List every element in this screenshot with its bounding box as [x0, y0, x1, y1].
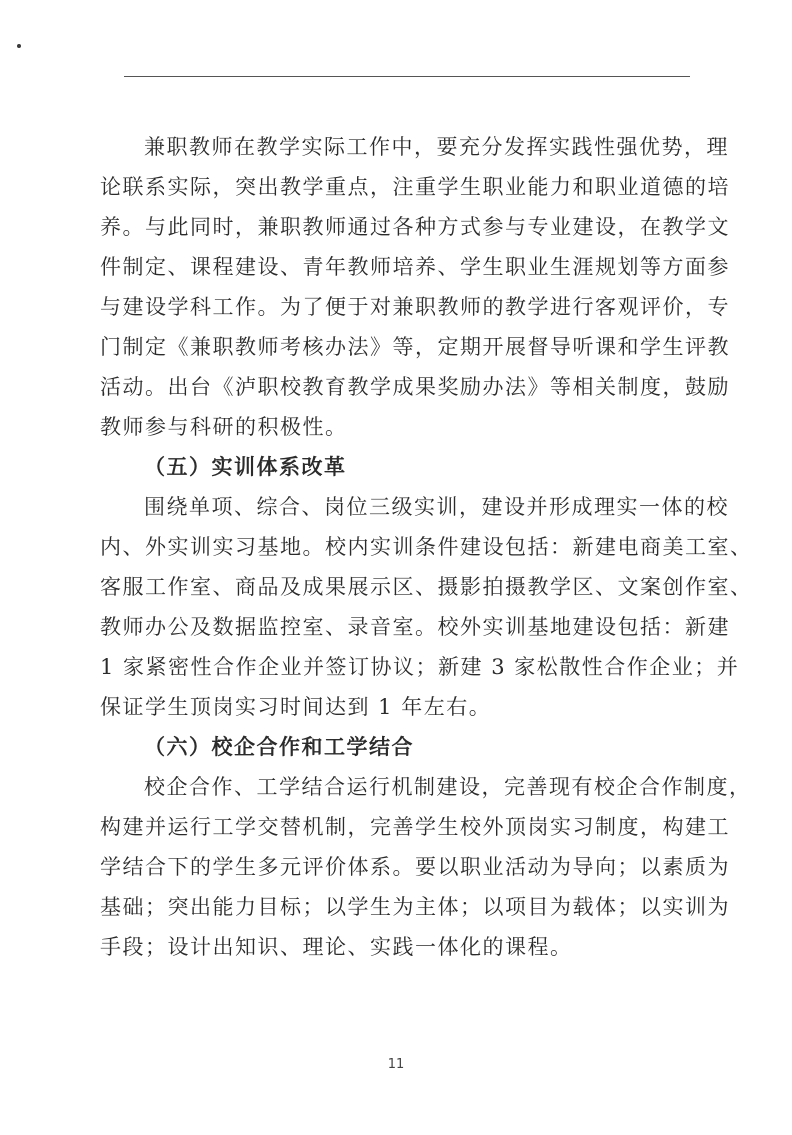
- scan-mark: [17, 44, 21, 48]
- header-rule: [124, 76, 690, 77]
- text-line: 校企合作、工学结合运行机制建设，完善现有校企合作制度，: [144, 775, 752, 799]
- text-line: 论联系实际，突出教学重点，注重学生职业能力和职业道德的培: [100, 175, 730, 199]
- text-line: 学结合下的学生多元评价体系。要以职业活动为导向；以素质为: [100, 855, 730, 879]
- section-heading-school-enterprise: （六）校企合作和工学结合: [144, 734, 414, 759]
- text-line: 围绕单项、综合、岗位三级实训，建设并形成理实一体的校: [144, 495, 729, 519]
- text-line: 活动。出台《泸职校教育教学成果奖励办法》等相关制度，鼓励: [100, 375, 730, 399]
- text-line: 门制定《兼职教师考核办法》等，定期开展督导听课和学生评教: [100, 335, 730, 359]
- paragraph-part-time-teachers: [100, 127, 730, 447]
- section-heading-training-reform: （五）实训体系改革: [144, 454, 347, 479]
- text-line: 客服工作室、商品及成果展示区、摄影拍摄教学区、文案创作室、: [100, 575, 753, 599]
- text-line: 保证学生顶岗实习时间达到 1 年左右。: [100, 695, 492, 719]
- text-line: 1 家紧密性合作企业并签订协议；新建 3 家松散性合作企业；并: [100, 655, 740, 679]
- text-line: 教师参与科研的积极性。: [100, 415, 348, 439]
- text-line: 基础；突出能力目标；以学生为主体；以项目为载体；以实训为: [100, 895, 730, 919]
- page-number: 11: [387, 1057, 405, 1072]
- text-line: 教师办公及数据监控室、录音室。校外实训基地建设包括：新建: [100, 615, 730, 639]
- text-line: 件制定、课程建设、青年教师培养、学生职业生涯规划等方面参: [100, 255, 730, 279]
- text-line: 内、外实训实习基地。校内实训条件建设包括：新建电商美工室、: [100, 535, 753, 559]
- text-line: 构建并运行工学交替机制，完善学生校外顶岗实习制度，构建工: [100, 815, 730, 839]
- text-line: 养。与此同时，兼职教师通过各种方式参与专业建设，在教学文: [100, 215, 730, 239]
- text-line: 手段；设计出知识、理论、实践一体化的课程。: [100, 935, 573, 959]
- text-line: 兼职教师在教学实际工作中，要充分发挥实践性强优势，理: [144, 135, 729, 159]
- page-body: [100, 127, 753, 967]
- paragraph-school-enterprise: [100, 767, 752, 967]
- text-line: 与建设学科工作。为了便于对兼职教师的教学进行客观评价，专: [100, 295, 730, 319]
- paragraph-training-reform: [100, 487, 753, 727]
